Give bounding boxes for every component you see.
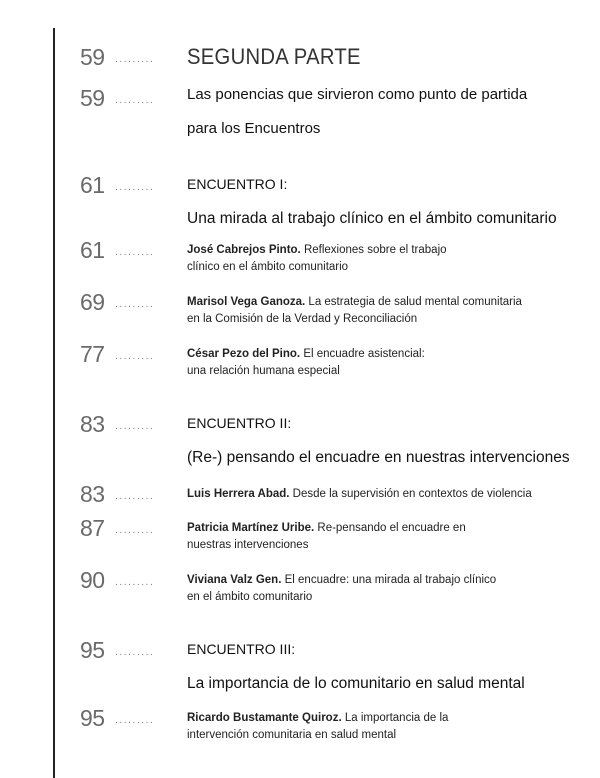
entry-title-line-2: para los Encuentros [187,120,321,137]
encuentro-label: ENCUENTRO III: [187,641,296,657]
encuentro-subtitle: (Re-) pensando el encuadre en nuestras intervenciones [187,449,570,466]
page-number: 59 [80,44,105,70]
entry-title-cont: en el ámbito comunitario [187,591,313,603]
entry-title: El encuadre: una mirada al trabajo clínico [281,574,497,586]
encuentro-label: ENCUENTRO I: [187,176,288,192]
dot-leader: ......... [115,247,155,258]
entry-title-line-1: Las ponencias que sirvieron como punto de partida [187,86,528,103]
page-number: 61 [80,237,105,263]
page-number: 59 [80,85,105,111]
dot-leader: ......... [115,299,155,310]
dot-leader: ......... [115,182,155,193]
entry-title: Reflexiones sobre el trabajo [300,244,447,256]
page-number: 90 [80,567,105,593]
entry-title-cont: nuestras intervenciones [187,539,309,551]
page-number: 95 [80,637,105,663]
margin-rule [53,28,55,778]
encuentro-subtitle: Una mirada al trabajo clínico en el ámbito comunitario [187,210,557,227]
encuentro-label: ENCUENTRO II: [187,415,292,431]
dot-leader: ......... [115,525,155,536]
entry-title: Desde la supervisión en contextos de violencia [289,488,532,500]
author-name: Ricardo Bustamante Quiroz. [187,712,342,724]
author-name: Patricia Martínez Uribe. [187,522,315,534]
dot-leader: ......... [115,491,155,502]
entry-title: La importancia de la [341,712,449,724]
page-number: 77 [80,341,105,367]
page-number: 95 [80,705,105,731]
author-name: Luis Herrera Abad. [187,488,290,500]
dot-leader: ......... [115,54,155,65]
entry-title-cont: intervención comunitaria en salud mental [187,729,397,741]
author-name: Marisol Vega Ganoza. [187,296,306,308]
dot-leader: ......... [115,647,155,658]
entry-title: La estrategia de salud mental comunitaria [305,296,522,308]
dot-leader: ......... [115,577,155,588]
entry-title: El encuadre asistencial: [300,348,425,360]
author-name: Viviana Valz Gen. [187,574,282,586]
entry-title: Re-pensando el encuadre en [314,522,466,534]
entry-title-cont: una relación humana especial [187,365,340,377]
dot-leader: ......... [115,351,155,362]
part-title: SEGUNDA PARTE [187,44,361,69]
author-name: José Cabrejos Pinto. [187,244,301,256]
encuentro-subtitle: La importancia de lo comunitario en salud mental [187,675,525,692]
entry-title-cont: en la Comisión de la Verdad y Reconciliación [187,313,418,325]
page-number: 83 [80,411,105,437]
dot-leader: ......... [115,421,155,432]
page-number: 69 [80,289,105,315]
author-name: César Pezo del Pino. [187,348,301,360]
entry-title-cont: clínico en el ámbito comunitario [187,261,349,273]
dot-leader: ......... [115,715,155,726]
dot-leader: ......... [115,95,155,106]
page-number: 61 [80,172,105,198]
page-number: 83 [80,481,105,507]
page-number: 87 [80,515,105,541]
